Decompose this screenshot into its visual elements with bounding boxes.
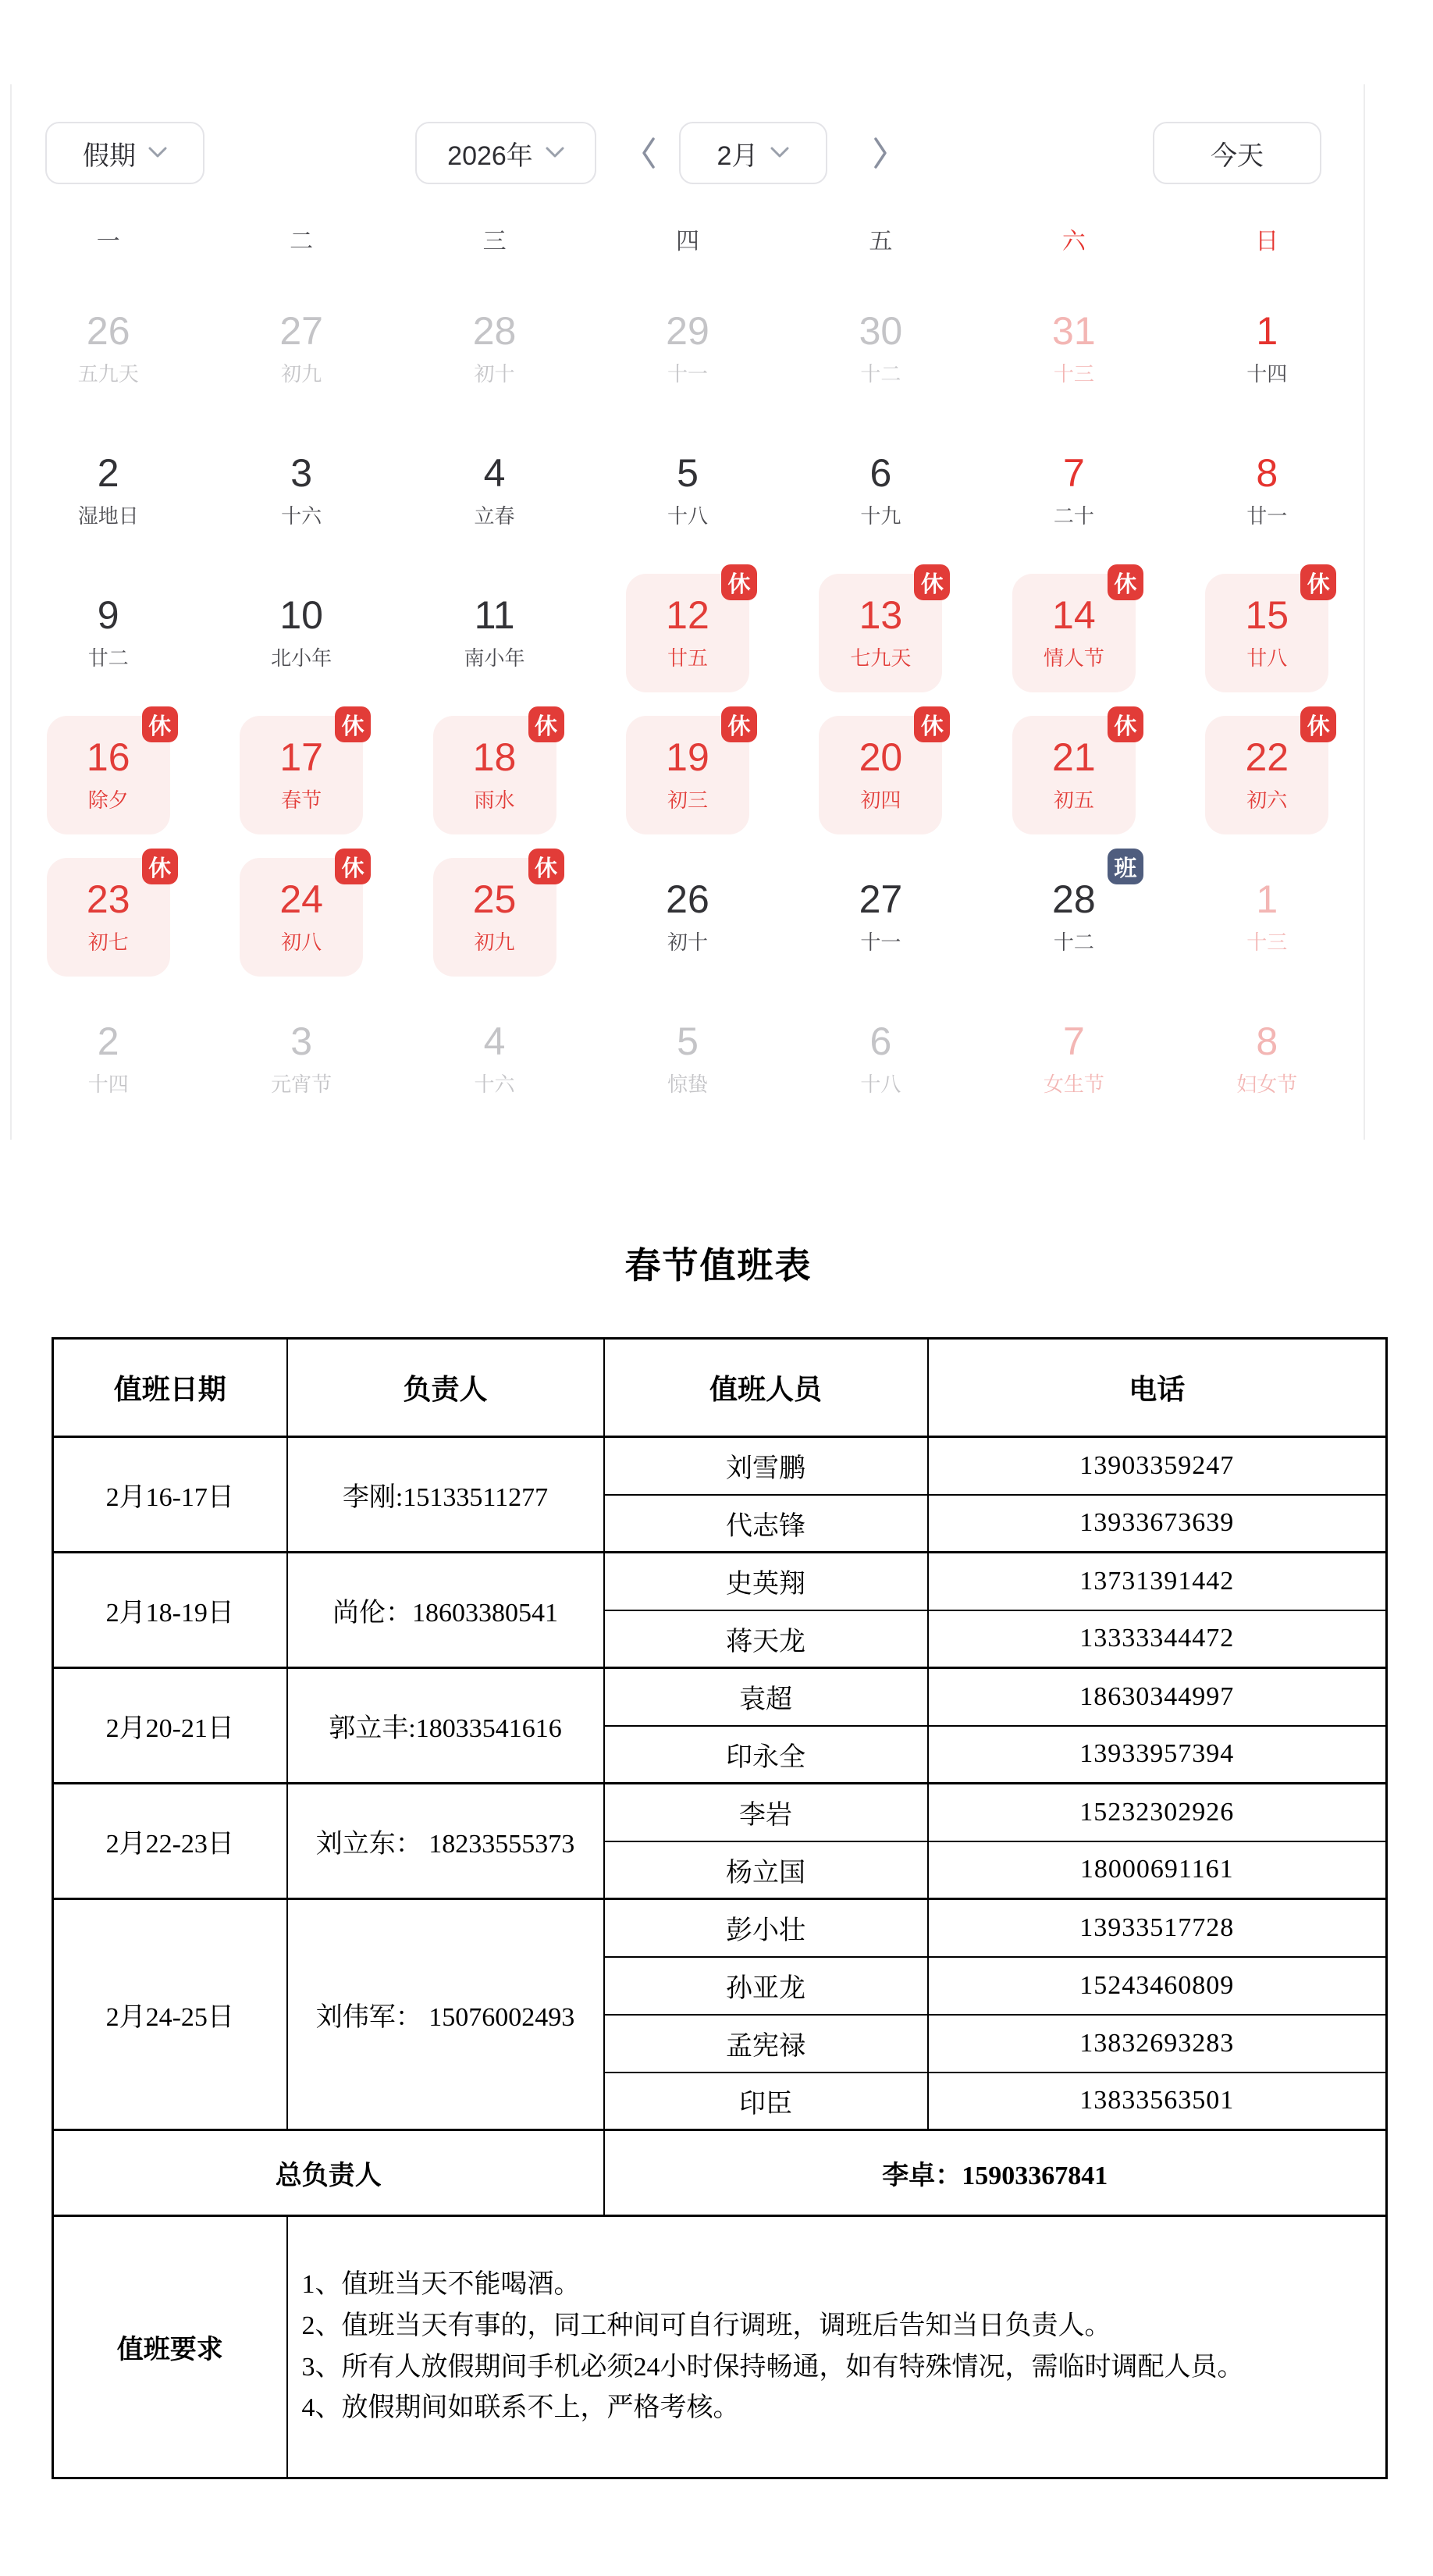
day-lunar: 廿二 xyxy=(87,646,129,670)
rest-badge: 休 xyxy=(914,706,950,742)
day-number: 24 xyxy=(279,877,323,921)
day-number: 3 xyxy=(290,1019,313,1063)
day-lunar: 初三 xyxy=(667,788,708,812)
day-lunar: 女生节 xyxy=(1043,1072,1104,1096)
duty-member-phone: 13832693283 xyxy=(928,2015,1387,2073)
weekday-label: 日 xyxy=(1255,229,1279,254)
day-lunar: 妇女节 xyxy=(1236,1072,1298,1096)
rest-badge: 休 xyxy=(721,706,757,742)
day-tile xyxy=(240,713,364,834)
day-tile xyxy=(819,290,942,408)
duty-member-name: 孙亚龙 xyxy=(604,1957,928,2015)
day-lunar: 十六 xyxy=(474,1072,515,1096)
next-month-button[interactable] xyxy=(862,122,898,184)
duty-member-name: 孟宪禄 xyxy=(604,2015,928,2073)
duty-date-cell: 2月18-19日 xyxy=(53,1553,287,1668)
day-number: 8 xyxy=(1256,450,1278,495)
calendar-day-cell[interactable] xyxy=(204,980,397,1122)
duty-member-name: 代志锋 xyxy=(604,1495,928,1553)
calendar-day-cell[interactable] xyxy=(591,269,784,411)
duty-member-name: 袁超 xyxy=(604,1668,928,1726)
duty-member-phone: 13933517728 xyxy=(928,1899,1387,1957)
day-tile xyxy=(1205,290,1328,408)
duty-roster-section xyxy=(52,1237,1385,2479)
calendar-day-cell[interactable] xyxy=(591,553,784,696)
day-number: 16 xyxy=(86,735,130,779)
chevron-down-icon xyxy=(546,147,564,159)
view-mode-select[interactable] xyxy=(45,122,204,184)
day-lunar: 十三 xyxy=(1246,930,1288,954)
calendar-day-cell[interactable] xyxy=(977,553,1170,696)
day-number: 30 xyxy=(859,308,903,353)
duty-member-phone: 13333344472 xyxy=(928,1610,1387,1668)
day-lunar: 初六 xyxy=(1246,788,1288,812)
day-tile xyxy=(47,858,170,977)
rest-badge: 休 xyxy=(1108,564,1143,600)
day-number: 31 xyxy=(1052,308,1096,353)
day-number: 6 xyxy=(869,450,892,495)
day-tile xyxy=(433,1000,556,1119)
chevron-left-icon xyxy=(641,134,656,172)
day-tile xyxy=(47,1000,170,1119)
requirements-label: 值班要求 xyxy=(53,2216,287,2478)
day-lunar: 十九 xyxy=(860,503,901,528)
calendar-day-cell[interactable] xyxy=(398,269,591,411)
day-lunar: 十四 xyxy=(1246,361,1288,386)
day-tile xyxy=(1205,571,1330,692)
duty-member-row xyxy=(53,1553,1387,1610)
calendar-day-cell[interactable] xyxy=(784,980,977,1122)
day-tile xyxy=(819,1000,942,1119)
rest-badge: 休 xyxy=(335,849,371,884)
day-lunar: 二十 xyxy=(1053,503,1094,528)
day-lunar: 十三 xyxy=(1053,361,1094,386)
calendar-day-cell[interactable] xyxy=(784,411,977,553)
duty-col-header: 值班人员 xyxy=(604,1339,928,1437)
day-number: 19 xyxy=(666,735,709,779)
duty-member-name: 李岩 xyxy=(604,1784,928,1841)
day-number: 1 xyxy=(1256,877,1278,921)
duty-col-header: 负责人 xyxy=(287,1339,604,1437)
day-number: 23 xyxy=(86,877,130,921)
day-lunar: 除夕 xyxy=(87,788,129,812)
calendar-day-cell[interactable] xyxy=(204,696,397,838)
day-tile xyxy=(626,290,749,408)
day-lunar: 十六 xyxy=(281,503,322,528)
weekday-label: 五 xyxy=(869,229,893,254)
calendar-day-cell[interactable] xyxy=(977,411,1170,553)
day-number: 26 xyxy=(86,308,130,353)
day-number: 8 xyxy=(1256,1019,1278,1063)
day-tile xyxy=(626,713,751,834)
day-lunar: 五九天 xyxy=(77,361,139,386)
calendar-day-cell[interactable] xyxy=(398,980,591,1122)
weekday-label: 六 xyxy=(1061,229,1086,254)
rest-badge: 休 xyxy=(1300,564,1336,600)
calendar-day-cell[interactable] xyxy=(1171,980,1364,1122)
day-number: 17 xyxy=(279,735,323,779)
day-number: 29 xyxy=(666,308,709,353)
rest-badge: 休 xyxy=(1300,706,1336,742)
calendar-day-cell[interactable] xyxy=(977,838,1170,980)
day-number: 1 xyxy=(1256,308,1278,353)
day-lunar: 七九天 xyxy=(850,646,912,670)
day-number: 20 xyxy=(859,735,903,779)
calendar-day-cell[interactable] xyxy=(12,269,204,411)
duty-member-name: 蒋天龙 xyxy=(604,1610,928,1668)
day-number: 12 xyxy=(666,592,709,637)
calendar-day-cell[interactable] xyxy=(12,553,204,696)
day-number: 22 xyxy=(1245,735,1289,779)
day-tile xyxy=(240,432,363,550)
day-tile xyxy=(47,290,170,408)
duty-col-header: 电话 xyxy=(928,1339,1387,1437)
duty-requirements-row xyxy=(53,2216,1387,2478)
duty-member-phone: 13933673639 xyxy=(928,1495,1387,1553)
duty-member-row xyxy=(53,1784,1387,1841)
duty-date-cell: 2月20-21日 xyxy=(53,1668,287,1784)
duty-leader-cell: 郭立丰:18033541616 xyxy=(287,1668,604,1784)
day-tile xyxy=(47,432,170,550)
rest-badge: 休 xyxy=(142,706,178,742)
day-tile xyxy=(819,713,944,834)
day-number: 7 xyxy=(1062,450,1085,495)
calendar-day-cell[interactable] xyxy=(977,696,1170,838)
day-number: 2 xyxy=(97,450,119,495)
day-lunar: 初十 xyxy=(667,930,708,954)
duty-member-phone: 15232302926 xyxy=(928,1784,1387,1841)
work-badge: 班 xyxy=(1108,849,1143,884)
weekday-label: 三 xyxy=(482,229,507,254)
day-tile xyxy=(1205,858,1328,977)
duty-leader-cell: 尚伦：18603380541 xyxy=(287,1553,604,1668)
day-number: 5 xyxy=(677,1019,699,1063)
duty-header-row xyxy=(53,1339,1387,1437)
month-label: 2月 xyxy=(716,141,759,171)
duty-table xyxy=(52,1337,1388,2479)
day-tile xyxy=(626,858,749,977)
day-number: 14 xyxy=(1052,592,1096,637)
day-tile xyxy=(240,858,363,977)
chevron-down-icon xyxy=(770,147,789,159)
calendar-day-cell[interactable] xyxy=(204,838,397,980)
day-tile xyxy=(1012,858,1136,977)
day-number: 4 xyxy=(483,450,506,495)
day-lunar: 十八 xyxy=(860,1072,901,1096)
duty-date-cell: 2月24-25日 xyxy=(53,1899,287,2130)
calendar-day-cell[interactable] xyxy=(1171,269,1364,411)
day-number: 10 xyxy=(279,592,323,637)
day-number: 26 xyxy=(666,877,709,921)
day-tile xyxy=(1012,290,1136,408)
requirements-content xyxy=(287,2216,1387,2478)
duty-member-name: 史英翔 xyxy=(604,1553,928,1610)
day-lunar: 十二 xyxy=(860,361,901,386)
duty-member-name: 印臣 xyxy=(604,2073,928,2130)
day-lunar: 情人节 xyxy=(1043,646,1104,670)
day-lunar: 初八 xyxy=(281,930,322,954)
day-lunar: 惊蛰 xyxy=(667,1072,708,1096)
calendar-day-cell[interactable] xyxy=(1171,553,1364,696)
day-lunar: 初四 xyxy=(860,788,901,812)
day-number: 11 xyxy=(474,592,515,637)
duty-leader-cell: 刘立东： 18233555373 xyxy=(287,1784,604,1899)
duty-leader-cell: 刘伟军： 15076002493 xyxy=(287,1899,604,2130)
calendar-grid xyxy=(12,269,1364,1122)
day-number: 25 xyxy=(472,877,517,921)
day-tile xyxy=(819,571,944,692)
rest-badge: 休 xyxy=(1108,706,1143,742)
duty-col-header: 值班日期 xyxy=(53,1339,287,1437)
duty-leader-cell: 李刚:15133511277 xyxy=(287,1437,604,1553)
day-number: 28 xyxy=(1052,877,1096,921)
day-tile xyxy=(1012,713,1137,834)
day-lunar: 初九 xyxy=(281,361,322,386)
duty-date-cell: 2月16-17日 xyxy=(53,1437,287,1553)
rest-badge: 休 xyxy=(528,849,564,884)
day-tile xyxy=(819,858,942,977)
weekday-label: 二 xyxy=(290,229,314,254)
day-lunar: 十八 xyxy=(667,503,708,528)
duty-member-phone: 13731391442 xyxy=(928,1553,1387,1610)
day-number: 3 xyxy=(290,450,313,495)
duty-member-name: 刘雪鹏 xyxy=(604,1437,928,1495)
day-lunar: 十一 xyxy=(667,361,708,386)
today-button[interactable]: 今天 xyxy=(1153,122,1321,184)
requirement-item: 3、所有人放假期间手机必须24小时保持畅通，如有特殊情况，需临时调配人员。 xyxy=(301,2352,1244,2382)
duty-member-row xyxy=(53,1437,1387,1495)
day-lunar: 元宵节 xyxy=(271,1072,332,1096)
day-lunar: 立春 xyxy=(474,503,515,528)
weekday-label: 四 xyxy=(675,229,699,254)
calendar-day-cell[interactable] xyxy=(784,696,977,838)
day-lunar: 南小年 xyxy=(464,646,525,670)
rest-badge: 休 xyxy=(142,849,178,884)
year-label: 2026年 xyxy=(447,141,533,171)
day-tile xyxy=(433,432,556,550)
day-tile xyxy=(1205,432,1328,550)
rest-badge: 休 xyxy=(721,564,757,600)
calendar-day-cell[interactable] xyxy=(784,269,977,411)
duty-member-phone: 13933957394 xyxy=(928,1726,1387,1784)
calendar-day-cell[interactable] xyxy=(591,838,784,980)
requirement-item: 1、值班当天不能喝酒。 xyxy=(301,2270,581,2300)
day-lunar: 十一 xyxy=(860,930,901,954)
calendar-card xyxy=(10,84,1365,1140)
duty-member-name: 彭小壮 xyxy=(604,1899,928,1957)
day-tile xyxy=(47,713,172,834)
day-number: 4 xyxy=(483,1019,506,1063)
requirement-item: 2、值班当天有事的，同工种间可自行调班，调班后告知当日负责人。 xyxy=(301,2311,1111,2340)
day-tile xyxy=(433,713,558,834)
day-lunar: 初十 xyxy=(474,361,515,386)
calendar-day-cell[interactable] xyxy=(204,269,397,411)
duty-member-phone: 13833563501 xyxy=(928,2073,1387,2130)
prev-month-button[interactable] xyxy=(631,122,667,184)
duty-date-cell: 2月22-23日 xyxy=(53,1784,287,1899)
calendar-day-cell[interactable] xyxy=(1171,411,1364,553)
day-number: 2 xyxy=(97,1019,119,1063)
day-tile xyxy=(47,574,170,692)
day-lunar: 廿一 xyxy=(1246,503,1288,528)
calendar-day-cell[interactable] xyxy=(977,269,1170,411)
day-tile xyxy=(433,290,556,408)
calendar-day-cell[interactable] xyxy=(204,553,397,696)
rest-badge: 休 xyxy=(914,564,950,600)
day-lunar: 廿五 xyxy=(667,646,708,670)
day-tile xyxy=(240,1000,363,1119)
day-tile xyxy=(626,432,749,550)
calendar-day-cell[interactable] xyxy=(398,696,591,838)
rest-badge: 休 xyxy=(335,706,371,742)
calendar-day-cell[interactable] xyxy=(977,980,1170,1122)
weekday-label: 一 xyxy=(96,229,120,254)
day-number: 28 xyxy=(472,308,517,353)
day-lunar: 北小年 xyxy=(271,646,332,670)
day-number: 15 xyxy=(1245,592,1289,637)
duty-member-name: 杨立国 xyxy=(604,1841,928,1899)
day-tile xyxy=(626,1000,749,1119)
duty-member-phone: 18000691161 xyxy=(928,1841,1387,1899)
chevron-right-icon xyxy=(873,134,888,172)
day-lunar: 初五 xyxy=(1053,788,1094,812)
day-lunar: 初七 xyxy=(87,930,129,954)
day-lunar: 雨水 xyxy=(474,788,515,812)
day-lunar: 十二 xyxy=(1053,930,1094,954)
weekday-header-row xyxy=(12,222,1364,256)
duty-member-row xyxy=(53,1899,1387,1957)
month-select[interactable] xyxy=(679,122,827,184)
calendar-day-cell[interactable] xyxy=(1171,838,1364,980)
day-number: 27 xyxy=(859,877,903,921)
day-number: 27 xyxy=(279,308,323,353)
day-tile xyxy=(1205,1000,1328,1119)
day-number: 7 xyxy=(1062,1019,1085,1063)
duty-member-name: 印永全 xyxy=(604,1726,928,1784)
calendar-day-cell[interactable] xyxy=(784,553,977,696)
calendar-day-cell[interactable] xyxy=(12,411,204,553)
calendar-day-cell[interactable] xyxy=(1171,696,1364,838)
duty-member-phone: 15243460809 xyxy=(928,1957,1387,2015)
calendar-day-cell[interactable] xyxy=(12,696,204,838)
day-tile xyxy=(626,571,751,692)
day-tile xyxy=(819,432,942,550)
duty-member-phone: 13903359247 xyxy=(928,1437,1387,1495)
day-lunar: 初九 xyxy=(474,930,515,954)
view-mode-label: 假期 xyxy=(83,141,136,171)
calendar-day-cell[interactable] xyxy=(784,838,977,980)
calendar-day-cell[interactable] xyxy=(591,980,784,1122)
overall-leader-label: 总负责人 xyxy=(53,2130,604,2216)
day-tile xyxy=(240,290,363,408)
day-number: 21 xyxy=(1052,735,1096,779)
day-tile xyxy=(433,574,556,692)
calendar-day-cell[interactable] xyxy=(398,411,591,553)
year-select[interactable] xyxy=(415,122,596,184)
day-tile xyxy=(1012,571,1137,692)
calendar-day-cell[interactable] xyxy=(204,411,397,553)
day-number: 5 xyxy=(677,450,699,495)
day-number: 13 xyxy=(859,592,903,637)
day-tile xyxy=(433,858,556,977)
duty-member-phone: 18630344997 xyxy=(928,1668,1387,1726)
calendar-day-cell[interactable] xyxy=(591,411,784,553)
calendar-day-cell[interactable] xyxy=(12,980,204,1122)
duty-member-row xyxy=(53,1668,1387,1726)
day-tile xyxy=(1012,1000,1136,1119)
requirement-item: 4、放假期间如联系不上，严格考核。 xyxy=(301,2393,740,2423)
duty-table-title: 春节值班表 xyxy=(624,1246,813,1286)
day-tile xyxy=(1012,432,1136,550)
day-lunar: 十四 xyxy=(87,1072,129,1096)
calendar-day-cell[interactable] xyxy=(12,838,204,980)
day-number: 6 xyxy=(869,1019,892,1063)
day-lunar: 廿八 xyxy=(1246,646,1288,670)
calendar-day-cell[interactable] xyxy=(591,696,784,838)
calendar-day-cell[interactable] xyxy=(398,838,591,980)
day-lunar: 春节 xyxy=(281,788,322,812)
calendar-day-cell[interactable] xyxy=(398,553,591,696)
rest-badge: 休 xyxy=(528,706,564,742)
day-tile xyxy=(240,574,363,692)
day-tile xyxy=(1205,713,1330,834)
overall-leader-row xyxy=(53,2130,1387,2216)
day-lunar: 湿地日 xyxy=(77,503,139,528)
chevron-down-icon xyxy=(148,147,167,159)
day-number: 9 xyxy=(97,592,119,637)
overall-leader-value: 李卓：15903367841 xyxy=(604,2130,1387,2216)
day-number: 18 xyxy=(472,735,517,779)
